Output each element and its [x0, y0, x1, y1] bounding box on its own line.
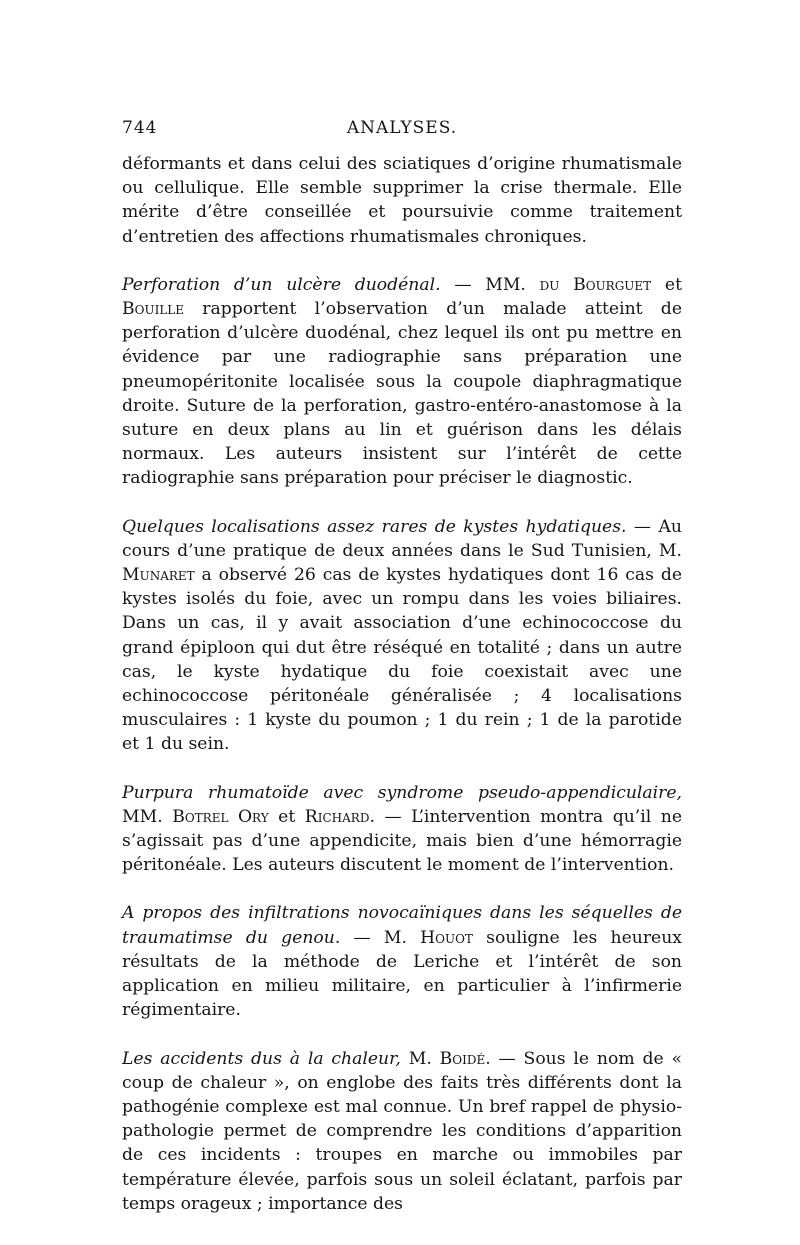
- author-name: Houot: [420, 927, 473, 948]
- abstract-text: souligne les heureux résultats de la méthode de Leriche et l’intérêt de son application en milieu militaire, en particulier à l’infirmerie régimentaire.: [122, 927, 682, 1021]
- abstract-text: — Sous le nom de « coup de chaleur », on englobe des faits très différents dont la pathogénie complexe est mal connue. Un bref rappel de physio-pathologie permet de comprendre les conditions d’apparition de ces incidents : troupes en marche ou immobiles par température élevée, parfois sous un soleil éclatant, parfois par temps orageux ; importance des: [122, 1048, 682, 1214]
- abstract-text: rapportent l’observation d’un malade atteint de perforation d’ulcère duodénal, chez lequel ils ont pu mettre en évidence par une radiographie sans préparation une pneumopéritonite localisée sous la coupole diaphragmatique droite. Suture de la perforation, gastro-entéro-anastomose à la suture en deux plans au lin et guérison dans les délais normaux. Les auteurs insistent sur l’intérêt de cette radiographie sans préparation pour préciser le diagnostic.: [122, 299, 682, 489]
- abstract-connector: — MM.: [440, 274, 540, 295]
- paragraph-text: déformants et dans celui des sciatiques d’origine rhumatismale ou cellulique. Elle semble supprimer la crise thermale. Elle mérite d’être conseillée et poursuivie comme traitement d’entretien des affections rhumatismales chroniques.: [122, 154, 682, 247]
- abstract-text: — L’intervention montra qu’il ne s’agissait pas d’une appendicite, mais bien d’une hémorragie péritonéale. Les auteurs discutent le moment de l’intervention.: [122, 806, 682, 876]
- abstract-kystes: [122, 515, 682, 757]
- abstract-chaleur: [122, 1047, 682, 1216]
- abstract-title: Quelques localisations assez rares de kystes hydatiques.: [122, 516, 627, 537]
- abstract-connector: M.: [400, 1048, 440, 1069]
- abstract-connector: et: [268, 806, 305, 827]
- abstract-text: a observé 26 cas de kystes hydatiques dont 16 cas de kystes isolés du foie, avec un rompu dans les voies biliaires. Dans un cas, il y avait association d’une echinococcose du grand épiploon qui dut être réséqué en totalité ; dans un autre cas, le kyste hydatique du foie coexistait avec une echinococcose péritonéale généralisée ; 4 localisations musculaires : 1 kyste du poumon ; 1 du rein ; 1 de la parotide et 1 du sein.: [122, 565, 682, 755]
- author-name: Richard.: [304, 806, 375, 827]
- abstract-title: Les accidents dus à la chaleur,: [122, 1048, 401, 1069]
- author-name: Munaret: [122, 565, 195, 586]
- abstract-title: Perforation d’un ulcère duodénal.: [122, 274, 441, 295]
- page-number: 744: [122, 118, 158, 138]
- paragraph-continuation: [122, 152, 682, 249]
- author-name: Botrel Ory: [172, 806, 269, 827]
- running-title: ANALYSES.: [346, 118, 458, 138]
- abstract-connector: — M.: [340, 927, 421, 948]
- abstract-perforation: [122, 273, 682, 491]
- abstract-connector: MM.: [122, 806, 173, 827]
- abstract-connector: — Au cours d’une pratique de deux années dans le Sud Tunisien, M.: [122, 516, 682, 561]
- abstract-infiltrations: [122, 901, 682, 1022]
- author-name: Boidé.: [439, 1048, 491, 1069]
- abstract-purpura: [122, 781, 682, 878]
- author-name: du Bourguet: [539, 274, 652, 295]
- author-name: Bouille: [122, 299, 185, 320]
- abstract-title: A propos des infiltrations novocaïniques dans les séquelles de traumatimse du genou.: [122, 903, 682, 948]
- page-body: [122, 152, 682, 1216]
- abstract-title: Purpura rhumatoïde avec syndrome pseudo-appendiculaire,: [122, 782, 682, 803]
- abstract-connector: et: [651, 274, 682, 295]
- page-header: [122, 118, 682, 144]
